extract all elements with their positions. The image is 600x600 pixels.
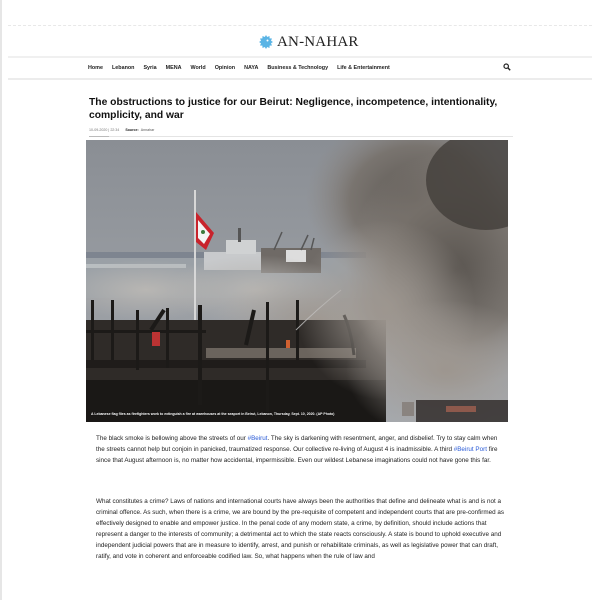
- paragraph-text: What constitutes a crime? Laws of nations and international courts have always been the authorities that define and delineate what is and is not a criminal offence. As such, when there is a crime, we are bound by the pre-requisite of competent and independent courts that are pre-confirmed as effectively designed to enable and empower justice. In the penal code of any modern state, a crime, by definition, should include actions that represent a danger to the interests of community; a detrimental act to which the state reacts consciously. A state is bound to uphold executive and independent judicial powers that are in measure to identify, arrest, and punish or rehabilitate criminals, as well as legislative power that can draft, ratify, and vote in coherent and enforceable codified law. So, what happens when the rule of law and: [96, 498, 505, 560]
- nav-top-divider: [8, 56, 592, 58]
- nav-item-mena[interactable]: MENA: [165, 65, 182, 71]
- hashtag-link-beirut[interactable]: #Beirut: [247, 435, 268, 442]
- hashtag-link-beirut-port[interactable]: #Beirut Port: [453, 446, 487, 453]
- article-paragraph-2: [96, 496, 506, 562]
- nav-item-lebanon[interactable]: Lebanon: [111, 65, 135, 71]
- article-meta: [89, 127, 154, 133]
- article-title: The obstructions to justice for our Beirut: Negligence, incompetence, intentionality, complicity, and war: [89, 97, 498, 121]
- source-label: Source:: [125, 128, 139, 132]
- search-icon[interactable]: [503, 63, 511, 71]
- meta-divider: [89, 136, 513, 137]
- site-logo[interactable]: [258, 32, 359, 52]
- nav-item-life-entertainment[interactable]: Life & Entertainment: [337, 65, 390, 71]
- article-date: 10-09-2020 | 22:34: [89, 128, 120, 132]
- top-divider: [8, 25, 592, 26]
- port-fire-photo: [86, 140, 508, 422]
- source-value: Annahar: [140, 128, 155, 132]
- window-edge: [0, 0, 2, 600]
- paragraph-text: The black smoke is bellowing above the streets of our: [96, 435, 248, 442]
- nav-item-naya[interactable]: NAYA: [244, 65, 259, 71]
- meta-divider-accent: [89, 136, 109, 137]
- nav-item-world[interactable]: World: [190, 65, 206, 71]
- nav-item-syria[interactable]: Syria: [143, 65, 157, 71]
- nav-item-business-technology[interactable]: Business & Technology: [267, 65, 329, 71]
- sun-logo-icon: [258, 34, 274, 50]
- logo-text: AN-NAHAR: [277, 34, 359, 50]
- nav-bottom-divider: [8, 78, 592, 80]
- article-paragraph-1: [96, 433, 506, 466]
- hero-image: [86, 140, 508, 422]
- paragraph-text: fire since that August afternoon is, no matter how accidental, impermissible. Even our wildest Lebanese imaginations could not have gone this far.: [96, 446, 498, 464]
- image-caption: A Lebanese flag flies as firefighters work to extinguish a fire at warehouses at the seaport in Beirut, Lebanon, Thursday, Sept. 10, 2020. (AP Photo): [91, 412, 335, 416]
- nav-item-opinion[interactable]: Opinion: [214, 65, 236, 71]
- nav-item-home[interactable]: Home: [88, 65, 103, 71]
- main-nav: [88, 62, 399, 74]
- paragraph-text: . The sky is darkening with resentment, anger, and disbelief. Try to stay calm when the streets cannot help but conjoin in panicked, traumatized response. Our collective re-living of August 4 is inadmissible. A third: [96, 435, 498, 453]
